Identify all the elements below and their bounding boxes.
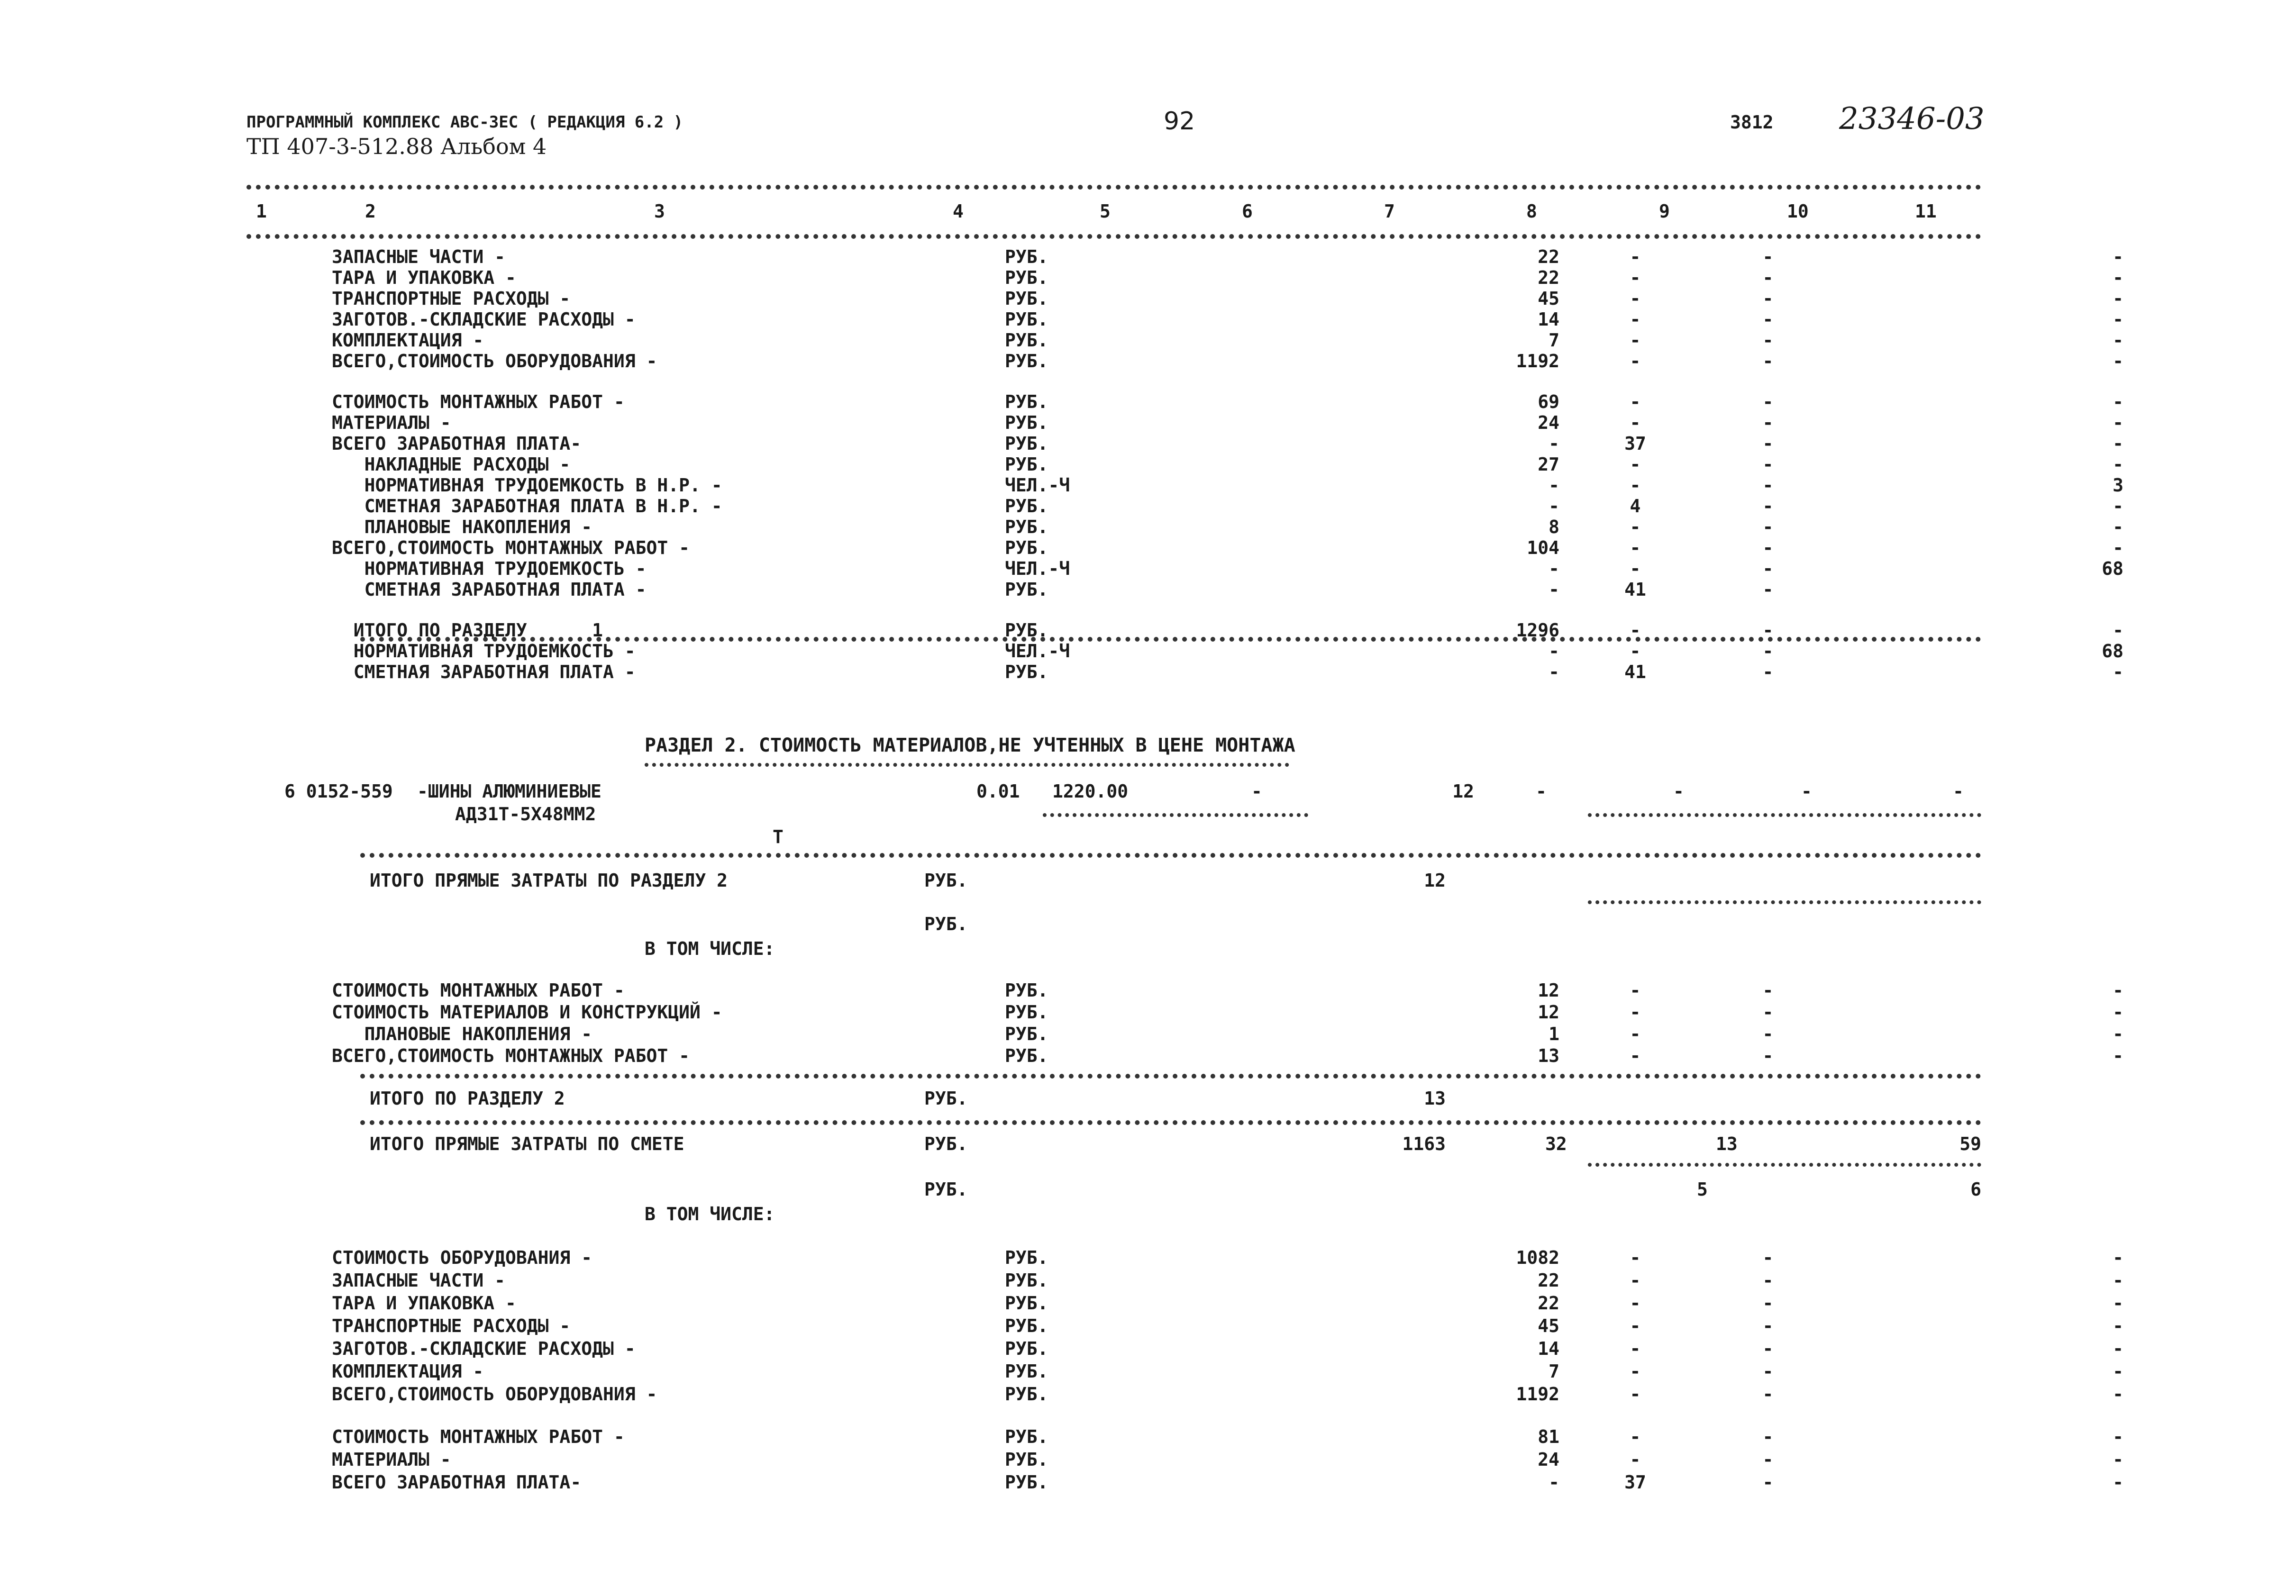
col-11-value: 3 bbox=[2113, 475, 2123, 496]
estimate-sub-unit: РУБ. bbox=[924, 1179, 968, 1200]
col-11-value: - bbox=[2113, 1361, 2123, 1382]
col-8-value: - bbox=[1630, 620, 1641, 641]
section-2-direct-label: ИТОГО ПРЯМЫЕ ЗАТРАТЫ ПО РАЗДЕЛУ 2 bbox=[370, 870, 728, 891]
row-unit: РУБ. bbox=[1005, 620, 1048, 641]
col-7-value: 22 bbox=[1538, 267, 1559, 288]
item-col8: - bbox=[1536, 781, 1547, 802]
row-unit: РУБ. bbox=[1005, 1293, 1048, 1314]
item-underline bbox=[1043, 813, 1308, 817]
col-7-value: - bbox=[1549, 662, 1559, 682]
col-11-value: - bbox=[2113, 1426, 2123, 1447]
row-label: МАТЕРИАЛЫ - bbox=[332, 412, 451, 433]
row-label: СТОИМОСТЬ МОНТАЖНЫХ РАБОТ - bbox=[332, 980, 625, 1001]
col-8-value: - bbox=[1630, 412, 1641, 433]
col-header: 5 bbox=[1100, 201, 1111, 222]
col-11-value: - bbox=[2113, 1002, 2123, 1023]
col-11-value: - bbox=[2113, 1293, 2123, 1314]
row-unit: РУБ. bbox=[1005, 1472, 1048, 1493]
col-9-value: - bbox=[1762, 267, 1774, 288]
col-9-value: - bbox=[1762, 558, 1774, 579]
row-unit: РУБ. bbox=[1005, 1247, 1048, 1268]
col-9-value: - bbox=[1762, 1270, 1774, 1291]
col-8-value: - bbox=[1630, 1338, 1641, 1359]
including-label: В ТОМ ЧИСЛЕ: bbox=[645, 938, 775, 959]
table-row bbox=[332, 1426, 2123, 1450]
table-row bbox=[332, 1338, 2123, 1362]
table-row bbox=[332, 579, 1991, 603]
col-7-value: 104 bbox=[1527, 537, 1559, 558]
estimate-sub-c9: 5 bbox=[1697, 1179, 1708, 1200]
col-7-value: 14 bbox=[1538, 309, 1559, 330]
section-2-direct-sub-row bbox=[360, 914, 1991, 937]
row-unit: РУБ. bbox=[1005, 1270, 1048, 1291]
item-col11: - bbox=[1953, 781, 1964, 802]
table-row bbox=[332, 1361, 2123, 1385]
col-7-value: 1082 bbox=[1516, 1247, 1559, 1268]
row-label: СТОИМОСТЬ ОБОРУДОВАНИЯ - bbox=[332, 1247, 592, 1268]
row-label: ЗАПАСНЫЕ ЧАСТИ - bbox=[332, 246, 506, 267]
col-9-value: - bbox=[1762, 1247, 1774, 1268]
header-rule bbox=[246, 234, 1981, 239]
row-label: ЗАПАСНЫЕ ЧАСТИ - bbox=[332, 1270, 506, 1291]
item-qty: 0.01 bbox=[976, 781, 1020, 802]
col-11-value: 68 bbox=[2102, 641, 2123, 662]
row-unit: РУБ. bbox=[1005, 267, 1048, 288]
row-unit: РУБ. bbox=[1005, 1449, 1048, 1470]
col-7-value: - bbox=[1549, 558, 1559, 579]
table-row bbox=[332, 537, 2123, 561]
table-row bbox=[332, 1472, 2123, 1496]
col-11-value: - bbox=[2113, 246, 2123, 267]
col-8-value: - bbox=[1630, 309, 1641, 330]
row-label: КОМПЛЕКТАЦИЯ - bbox=[332, 1361, 484, 1382]
row-unit: РУБ. bbox=[1005, 1315, 1048, 1336]
col-8-value: - bbox=[1630, 1247, 1641, 1268]
col-11-value: - bbox=[2113, 662, 2123, 682]
row-unit: РУБ. bbox=[1005, 1361, 1048, 1382]
col-9-value: - bbox=[1762, 496, 1774, 517]
col-9-value: - bbox=[1762, 351, 1774, 372]
section-2-title-underline bbox=[645, 763, 1289, 767]
col-7-value: 13 bbox=[1538, 1045, 1559, 1066]
col-9-value: - bbox=[1762, 1384, 1774, 1405]
row-label: ЗАГОТОВ.-СКЛАДСКИЕ РАСХОДЫ - bbox=[332, 1338, 636, 1359]
estimate-direct-row bbox=[360, 1134, 1991, 1157]
col-7-value: 22 bbox=[1538, 1270, 1559, 1291]
col-9-value: - bbox=[1762, 1045, 1774, 1066]
estimate-underline bbox=[1588, 1163, 1981, 1167]
estimate-including bbox=[645, 1204, 1024, 1227]
col-9-value: - bbox=[1762, 1293, 1774, 1314]
section-2-rule bbox=[360, 853, 1981, 858]
section-2-direct-value: 12 bbox=[1424, 870, 1446, 891]
section-2-rows bbox=[332, 980, 2123, 1084]
row-label: ВСЕГО,СТОИМОСТЬ МОНТАЖНЫХ РАБОТ - bbox=[332, 1045, 690, 1066]
col-7-value: - bbox=[1549, 579, 1559, 600]
col-8-value: - bbox=[1630, 980, 1641, 1001]
col-8-value: - bbox=[1630, 1315, 1641, 1336]
col-8-value: - bbox=[1630, 1002, 1641, 1023]
direct-underline bbox=[1588, 900, 1981, 904]
col-7-value: 81 bbox=[1538, 1426, 1559, 1447]
col-11-value: - bbox=[2113, 517, 2123, 537]
table-row bbox=[332, 475, 2123, 499]
table-row bbox=[332, 517, 2123, 540]
estimate-sub-c11: 6 bbox=[1970, 1179, 1981, 1200]
row-label: ИТОГО ПО РАЗДЕЛУ 1 bbox=[332, 620, 603, 641]
col-11-value: - bbox=[2113, 1045, 2123, 1066]
row-label: НОРМАТИВНАЯ ТРУДОЕМКОСТЬ - bbox=[332, 641, 636, 662]
col-header: 8 bbox=[1526, 201, 1537, 222]
estimate-direct-c9: 13 bbox=[1716, 1134, 1738, 1154]
col-header: 7 bbox=[1384, 201, 1395, 222]
estimate-including-label: В ТОМ ЧИСЛЕ: bbox=[645, 1204, 775, 1224]
col-9-value: - bbox=[1762, 579, 1774, 600]
col-7-value: 22 bbox=[1538, 1293, 1559, 1314]
col-9-value: - bbox=[1762, 288, 1774, 309]
item-name: -ШИНЫ АЛЮМИНИЕВЫЕ bbox=[417, 781, 601, 802]
col-9-value: - bbox=[1762, 1426, 1774, 1447]
section-2-total-unit: РУБ. bbox=[924, 1088, 968, 1109]
row-label: ТАРА И УПАКОВКА - bbox=[332, 267, 516, 288]
col-8-value: - bbox=[1630, 517, 1641, 537]
col-header: 9 bbox=[1659, 201, 1670, 222]
col-7-value: - bbox=[1549, 1472, 1559, 1493]
col-8-value: 4 bbox=[1630, 496, 1641, 517]
col-9-value: - bbox=[1762, 517, 1774, 537]
col-8-value: - bbox=[1630, 1024, 1641, 1044]
estimate-direct-c11: 59 bbox=[1959, 1134, 1981, 1154]
row-unit: РУБ. bbox=[1005, 391, 1048, 412]
col-8-value: - bbox=[1630, 558, 1641, 579]
col-7-value: 14 bbox=[1538, 1338, 1559, 1359]
col-header: 2 bbox=[365, 201, 376, 222]
table-row bbox=[332, 558, 2123, 582]
table-row bbox=[332, 433, 2123, 457]
item-underline bbox=[1588, 813, 1981, 817]
row-unit: РУБ. bbox=[1005, 246, 1048, 267]
row-unit: РУБ. bbox=[1005, 1384, 1048, 1405]
estimate-sub-row bbox=[360, 1179, 1991, 1203]
col-8-value: - bbox=[1630, 351, 1641, 372]
album-title: ТП 407-3-512.88 Альбом 4 bbox=[246, 134, 547, 159]
row-label: СМЕТНАЯ ЗАРАБОТНАЯ ПЛАТА - bbox=[332, 662, 636, 682]
col-9-value: - bbox=[1762, 1449, 1774, 1470]
row-label: ВСЕГО ЗАРАБОТНАЯ ПЛАТА- bbox=[332, 1472, 582, 1493]
col-7-value: 24 bbox=[1538, 1449, 1559, 1470]
estimate-direct-unit: РУБ. bbox=[924, 1134, 968, 1154]
col-8-value: 41 bbox=[1624, 662, 1646, 682]
table-row bbox=[332, 662, 2123, 685]
table-row bbox=[332, 246, 2123, 270]
col-9-value: - bbox=[1762, 412, 1774, 433]
col-8-value: - bbox=[1630, 330, 1641, 351]
col-9-value: - bbox=[1762, 537, 1774, 558]
col-8-value: - bbox=[1630, 537, 1641, 558]
row-label: ЗАГОТОВ.-СКЛАДСКИЕ РАСХОДЫ - bbox=[332, 309, 636, 330]
col-7-value: 12 bbox=[1538, 1002, 1559, 1023]
col-8-value: 41 bbox=[1624, 579, 1646, 600]
col-9-value: - bbox=[1762, 980, 1774, 1001]
col-9-value: - bbox=[1762, 1361, 1774, 1382]
row-unit: РУБ. bbox=[1005, 517, 1048, 537]
row-label: КОМПЛЕКТАЦИЯ - bbox=[332, 330, 484, 351]
col-7-value: - bbox=[1549, 433, 1559, 454]
row-unit: ЧЕЛ.-Ч bbox=[1005, 558, 1070, 579]
col-7-value: 22 bbox=[1538, 246, 1559, 267]
col-9-value: - bbox=[1762, 1338, 1774, 1359]
item-price: 1220.00 bbox=[1052, 781, 1129, 802]
table-row bbox=[332, 1315, 2123, 1339]
row-unit: РУБ. bbox=[1005, 433, 1048, 454]
row-label: СТОИМОСТЬ МОНТАЖНЫХ РАБОТ - bbox=[332, 1426, 625, 1447]
row-label: НАКЛАДНЫЕ РАСХОДЫ - bbox=[332, 454, 571, 475]
item-col9: - bbox=[1673, 781, 1684, 802]
table-row bbox=[332, 267, 2123, 291]
table-row bbox=[332, 496, 2123, 519]
col-11-value: - bbox=[2113, 1315, 2123, 1336]
row-unit: РУБ. bbox=[1005, 330, 1048, 351]
col-9-value: - bbox=[1762, 330, 1774, 351]
table-row bbox=[332, 330, 2123, 354]
col-9-value: - bbox=[1762, 620, 1774, 641]
estimate-rows bbox=[332, 1247, 2123, 1579]
document-number: 23346-03 bbox=[1839, 101, 1985, 136]
col-8-value: - bbox=[1630, 1426, 1641, 1447]
col-11-value: - bbox=[2113, 267, 2123, 288]
row-unit: РУБ. bbox=[1005, 1338, 1048, 1359]
table-row bbox=[332, 1024, 2123, 1047]
table-row bbox=[332, 391, 2123, 415]
row-label: НОРМАТИВНАЯ ТРУДОЕМКОСТЬ - bbox=[332, 558, 647, 579]
col-8-value: - bbox=[1630, 1045, 1641, 1066]
col-9-value: - bbox=[1762, 246, 1774, 267]
table-row bbox=[332, 351, 2123, 374]
row-unit: РУБ. bbox=[1005, 1045, 1048, 1066]
col-header: 11 bbox=[1915, 201, 1937, 222]
col-7-value: 1192 bbox=[1516, 1384, 1559, 1405]
row-unit: РУБ. bbox=[1005, 662, 1048, 682]
row-label: ТРАНСПОРТНЫЕ РАСХОДЫ - bbox=[332, 1315, 571, 1336]
section-1-rule bbox=[360, 637, 1981, 642]
col-7-value: 45 bbox=[1538, 1315, 1559, 1336]
table-row bbox=[332, 1002, 2123, 1025]
material-item-row bbox=[284, 781, 1991, 805]
row-label: ВСЕГО ЗАРАБОТНАЯ ПЛАТА- bbox=[332, 433, 582, 454]
row-unit: РУБ. bbox=[1005, 412, 1048, 433]
col-7-value: 7 bbox=[1549, 330, 1559, 351]
section-2-direct-costs-row bbox=[360, 870, 1991, 894]
col-11-value: - bbox=[2113, 433, 2123, 454]
col-7-value: 7 bbox=[1549, 1361, 1559, 1382]
section-2-direct-unit: РУБ. bbox=[924, 870, 968, 891]
row-label: СМЕТНАЯ ЗАРАБОТНАЯ ПЛАТА В Н.Р. - bbox=[332, 496, 722, 517]
col-9-value: - bbox=[1762, 433, 1774, 454]
section-2-direct-sub-unit: РУБ. bbox=[924, 914, 968, 934]
item-spec: АД31Т-5Х48ММ2 bbox=[455, 804, 596, 825]
col-9-value: - bbox=[1762, 475, 1774, 496]
table-row bbox=[332, 309, 2123, 333]
col-8-value: - bbox=[1630, 454, 1641, 475]
row-unit: ЧЕЛ.-Ч bbox=[1005, 475, 1070, 496]
col-7-value: 1 bbox=[1549, 1024, 1559, 1044]
row-unit: РУБ. bbox=[1005, 537, 1048, 558]
col-11-value: 68 bbox=[2102, 558, 2123, 579]
row-label: СТОИМОСТЬ МАТЕРИАЛОВ И КОНСТРУКЦИЙ - bbox=[332, 1002, 722, 1023]
col-11-value: - bbox=[2113, 1247, 2123, 1268]
col-9-value: - bbox=[1762, 1024, 1774, 1044]
col-7-value: 27 bbox=[1538, 454, 1559, 475]
col-11-value: - bbox=[2113, 537, 2123, 558]
col-11-value: - bbox=[2113, 1472, 2123, 1493]
col-11-value: - bbox=[2113, 496, 2123, 517]
col-9-value: - bbox=[1762, 1002, 1774, 1023]
col-11-value: - bbox=[2113, 412, 2123, 433]
table-row bbox=[332, 1045, 2123, 1069]
row-unit: РУБ. bbox=[1005, 1002, 1048, 1023]
row-unit: РУБ. bbox=[1005, 309, 1048, 330]
row-label: МАТЕРИАЛЫ - bbox=[332, 1449, 451, 1470]
col-8-value: - bbox=[1630, 1293, 1641, 1314]
section-2-total-label: ИТОГО ПО РАЗДЕЛУ 2 bbox=[370, 1088, 565, 1109]
col-7-value: 45 bbox=[1538, 288, 1559, 309]
col-11-value: - bbox=[2113, 1338, 2123, 1359]
col-8-value: - bbox=[1630, 641, 1641, 662]
program-header: ПРОГРАММНЫЙ КОМПЛЕКС АВС-3ЕС ( РЕДАКЦИЯ 6.2 ) bbox=[246, 113, 683, 132]
estimate-rule bbox=[360, 1120, 1981, 1125]
top-rule bbox=[246, 185, 1981, 190]
section-2-total-rule bbox=[360, 1074, 1981, 1079]
col-header: 1 bbox=[256, 201, 267, 222]
page-number: 92 bbox=[1164, 107, 1195, 136]
col-9-value: - bbox=[1762, 1315, 1774, 1336]
col-7-value: 12 bbox=[1538, 980, 1559, 1001]
col-11-value: - bbox=[2113, 1270, 2123, 1291]
item-code: 6 0152-559 bbox=[284, 781, 393, 802]
estimate-direct-c7: 1163 bbox=[1402, 1134, 1446, 1154]
col-11-value: - bbox=[2113, 309, 2123, 330]
col-8-value: - bbox=[1630, 288, 1641, 309]
col-9-value: - bbox=[1762, 309, 1774, 330]
row-label: ПЛАНОВЫЕ НАКОПЛЕНИЯ - bbox=[332, 1024, 592, 1044]
item-col6: - bbox=[1251, 781, 1262, 802]
col-7-value: - bbox=[1549, 475, 1559, 496]
col-header: 10 bbox=[1787, 201, 1809, 222]
row-unit: РУБ. bbox=[1005, 1426, 1048, 1447]
estimate-direct-c8: 32 bbox=[1545, 1134, 1567, 1154]
row-label: ТАРА И УПАКОВКА - bbox=[332, 1293, 516, 1314]
row-label: ТРАНСПОРТНЫЕ РАСХОДЫ - bbox=[332, 288, 571, 309]
col-8-value: - bbox=[1630, 1449, 1641, 1470]
col-7-value: 8 bbox=[1549, 517, 1559, 537]
row-unit: ЧЕЛ.-Ч bbox=[1005, 641, 1070, 662]
col-8-value: - bbox=[1630, 1270, 1641, 1291]
col-11-value: - bbox=[2113, 351, 2123, 372]
section-2-including bbox=[645, 938, 1024, 962]
row-unit: РУБ. bbox=[1005, 454, 1048, 475]
col-11-value: - bbox=[2113, 454, 2123, 475]
col-8-value: - bbox=[1630, 475, 1641, 496]
column-header-row bbox=[246, 201, 1981, 225]
table-row bbox=[332, 1247, 2123, 1271]
col-11-value: - bbox=[2113, 1449, 2123, 1470]
sheet-number: 3812 bbox=[1730, 112, 1774, 133]
table-row bbox=[332, 980, 2123, 1004]
col-11-value: - bbox=[2113, 288, 2123, 309]
col-11-value: - bbox=[2113, 330, 2123, 351]
col-8-value: - bbox=[1630, 267, 1641, 288]
row-label: ВСЕГО,СТОИМОСТЬ ОБОРУДОВАНИЯ - bbox=[332, 1384, 657, 1405]
col-7-value: 24 bbox=[1538, 412, 1559, 433]
col-8-value: 37 bbox=[1624, 433, 1646, 454]
col-8-value: - bbox=[1630, 391, 1641, 412]
table-row bbox=[332, 412, 2123, 436]
col-11-value: - bbox=[2113, 620, 2123, 641]
row-unit: РУБ. bbox=[1005, 579, 1048, 600]
section-2-total-value: 13 bbox=[1424, 1088, 1446, 1109]
row-unit: РУБ. bbox=[1005, 288, 1048, 309]
table-row bbox=[332, 1270, 2123, 1294]
section-2-title: РАЗДЕЛ 2. СТОИМОСТЬ МАТЕРИАЛОВ,НЕ УЧТЕННЫХ В ЦЕНЕ МОНТАЖА bbox=[645, 735, 1295, 756]
col-9-value: - bbox=[1762, 1472, 1774, 1493]
table-row bbox=[332, 1449, 2123, 1473]
table-row bbox=[332, 1293, 2123, 1316]
row-label: СМЕТНАЯ ЗАРАБОТНАЯ ПЛАТА - bbox=[332, 579, 647, 600]
col-11-value: - bbox=[2113, 391, 2123, 412]
table-row bbox=[332, 641, 2123, 664]
col-7-value: - bbox=[1549, 641, 1559, 662]
table-row bbox=[332, 288, 2123, 312]
col-7-value: 69 bbox=[1538, 391, 1559, 412]
item-col7: 12 bbox=[1452, 781, 1474, 802]
row-unit: РУБ. bbox=[1005, 980, 1048, 1001]
col-9-value: - bbox=[1762, 662, 1774, 682]
col-8-value: - bbox=[1630, 246, 1641, 267]
row-label: НОРМАТИВНАЯ ТРУДОЕМКОСТЬ В Н.Р. - bbox=[332, 475, 722, 496]
row-unit: РУБ. bbox=[1005, 496, 1048, 517]
section-2-total-row bbox=[360, 1088, 1991, 1112]
col-7-value: - bbox=[1549, 496, 1559, 517]
estimate-direct-label: ИТОГО ПРЯМЫЕ ЗАТРАТЫ ПО СМЕТЕ bbox=[370, 1134, 684, 1154]
col-8-value: - bbox=[1630, 1361, 1641, 1382]
row-label: СТОИМОСТЬ МОНТАЖНЫХ РАБОТ - bbox=[332, 391, 625, 412]
item-col10: - bbox=[1801, 781, 1812, 802]
col-11-value: - bbox=[2113, 1384, 2123, 1405]
col-11-value: - bbox=[2113, 980, 2123, 1001]
material-unit-row bbox=[284, 826, 1991, 850]
col-7-value: 1192 bbox=[1516, 351, 1559, 372]
col-8-value: 37 bbox=[1624, 1472, 1646, 1493]
col-8-value: - bbox=[1630, 1384, 1641, 1405]
item-unit: Т bbox=[773, 826, 784, 847]
table-row bbox=[332, 1384, 2123, 1407]
col-9-value: - bbox=[1762, 641, 1774, 662]
col-7-value: 1296 bbox=[1516, 620, 1559, 641]
col-11-value: - bbox=[2113, 1024, 2123, 1044]
row-label: ВСЕГО,СТОИМОСТЬ ОБОРУДОВАНИЯ - bbox=[332, 351, 657, 372]
col-header: 4 bbox=[953, 201, 964, 222]
table-row bbox=[332, 454, 2123, 478]
col-9-value: - bbox=[1762, 454, 1774, 475]
row-label: ВСЕГО,СТОИМОСТЬ МОНТАЖНЫХ РАБОТ - bbox=[332, 537, 690, 558]
col-header: 6 bbox=[1242, 201, 1253, 222]
col-header: 3 bbox=[654, 201, 665, 222]
row-unit: РУБ. bbox=[1005, 351, 1048, 372]
col-9-value: - bbox=[1762, 391, 1774, 412]
row-label: ПЛАНОВЫЕ НАКОПЛЕНИЯ - bbox=[332, 517, 592, 537]
row-unit: РУБ. bbox=[1005, 1024, 1048, 1044]
